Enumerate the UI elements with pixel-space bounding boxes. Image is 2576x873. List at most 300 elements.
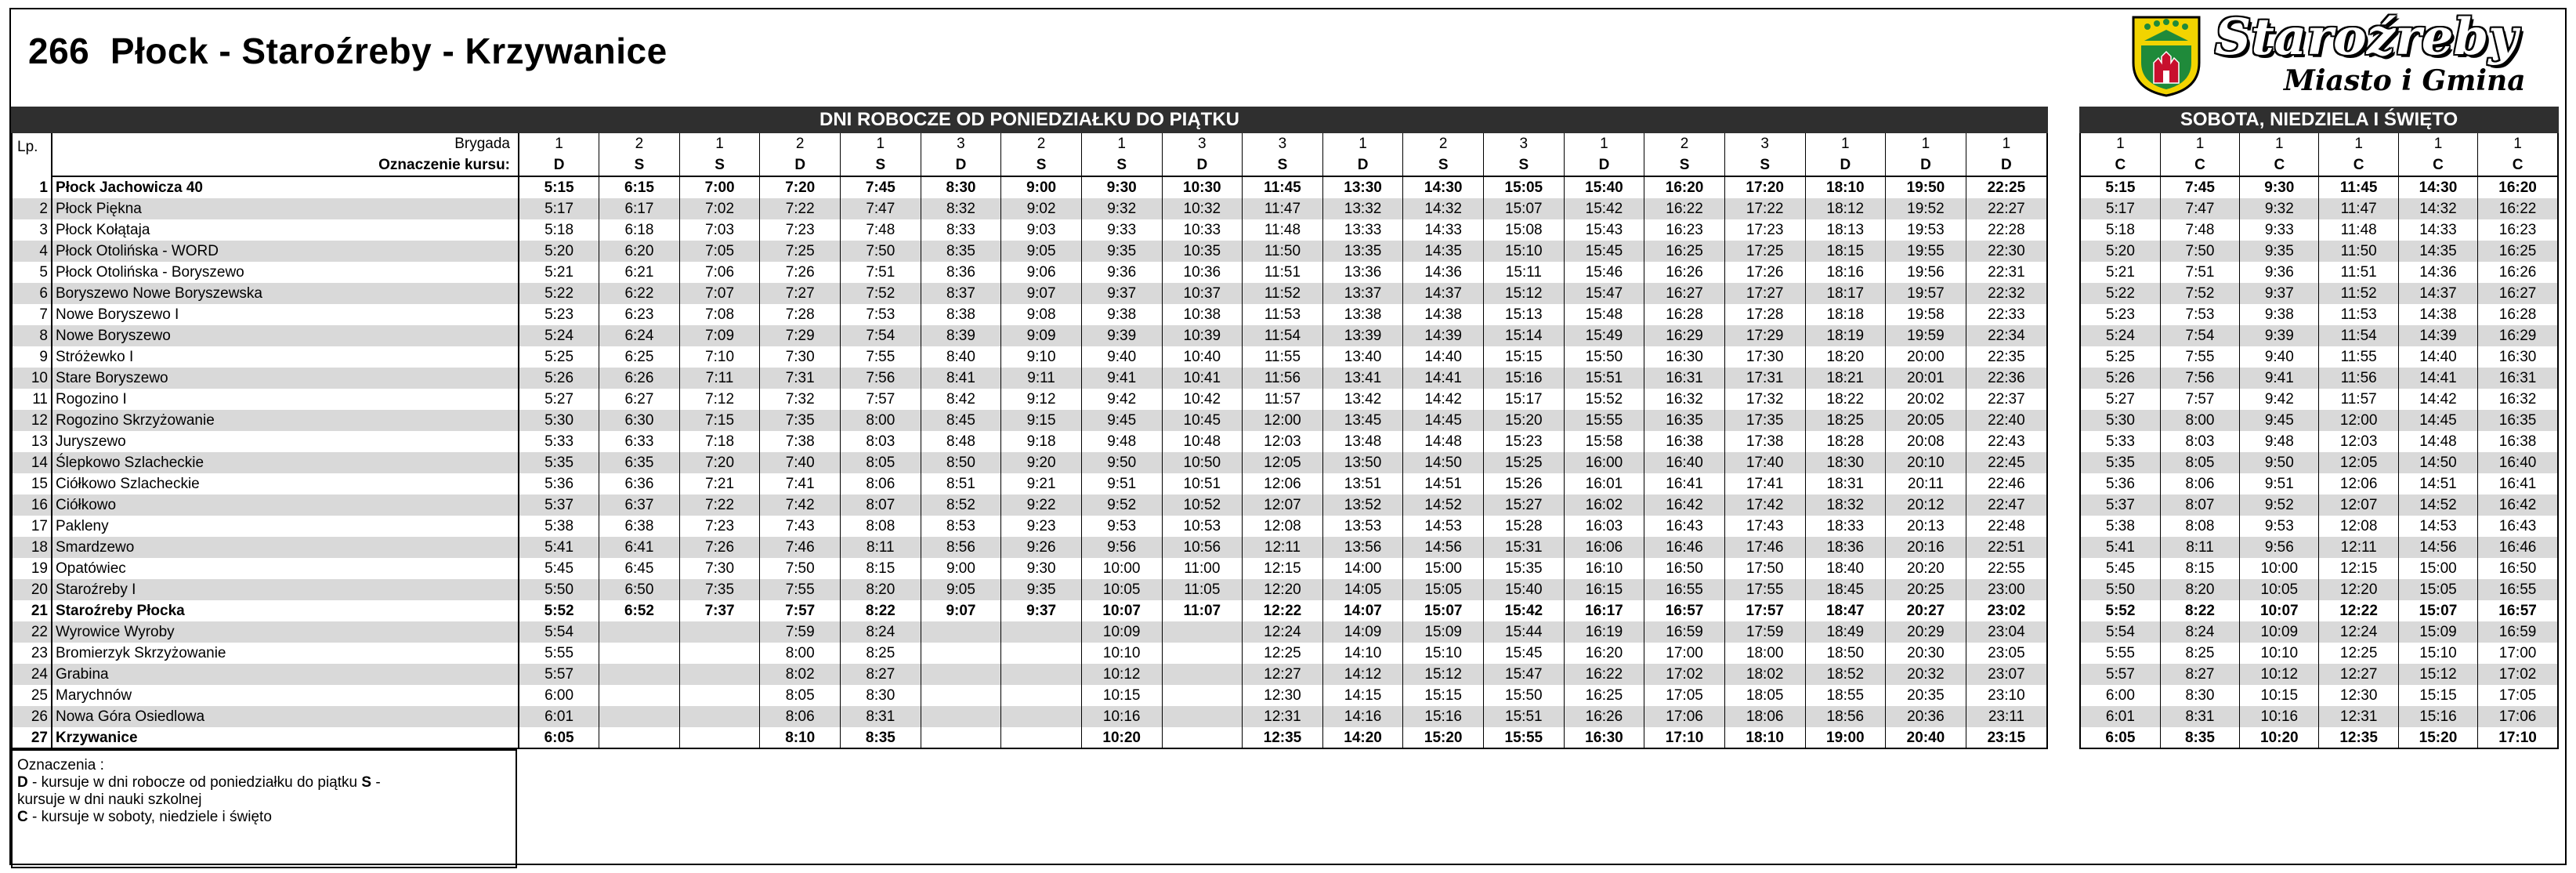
departure-time: 17:29 <box>1724 325 1805 346</box>
departure-time: 9:53 <box>1081 516 1162 537</box>
stop-name: Juryszewo <box>52 431 519 452</box>
departure-time: 23:04 <box>1966 621 2046 643</box>
departure-time: 8:52 <box>921 494 1001 516</box>
departure-time: 5:22 <box>519 283 599 304</box>
departure-time: 15:50 <box>1564 346 1644 368</box>
departure-time: 17:59 <box>1724 621 1805 643</box>
departure-time: 15:28 <box>1484 516 1565 537</box>
departure-time: 7:35 <box>760 410 841 431</box>
weekend-departure-time: 17:06 <box>2478 706 2557 727</box>
departure-time <box>1162 685 1243 706</box>
stop-number: 3 <box>39 222 48 238</box>
departure-time: 7:25 <box>760 241 841 262</box>
departure-time: 12:35 <box>1243 727 1323 748</box>
departure-time: 9:23 <box>1001 516 1082 537</box>
departure-time: 18:00 <box>1724 643 1805 664</box>
weekend-brigade-cell: 1 <box>2398 133 2477 154</box>
header-row-course <box>13 154 2046 176</box>
departure-time: 7:30 <box>760 346 841 368</box>
weekend-brigade-cell: 1 <box>2478 133 2557 154</box>
departure-time: 15:45 <box>1484 643 1565 664</box>
departure-time: 9:41 <box>1081 368 1162 389</box>
departure-time <box>1001 664 1082 685</box>
weekend-course-code-cell: C <box>2160 154 2239 176</box>
stop-name: Krzywanice <box>52 727 519 748</box>
departure-time: 6:37 <box>599 494 680 516</box>
stop-row <box>13 368 2046 389</box>
departure-time: 18:32 <box>1805 494 1886 516</box>
weekend-departure-time: 11:54 <box>2319 325 2398 346</box>
stop-row <box>13 473 2046 494</box>
weekend-brigade-cell: 1 <box>2160 133 2239 154</box>
departure-time <box>1001 621 1082 643</box>
departure-time: 8:07 <box>841 494 921 516</box>
weekend-departure-time: 17:00 <box>2478 643 2557 664</box>
departure-time: 8:05 <box>760 685 841 706</box>
departure-time: 9:42 <box>1081 389 1162 410</box>
departure-time: 10:40 <box>1162 346 1243 368</box>
weekend-departure-time: 11:53 <box>2319 304 2398 325</box>
departure-time: 8:50 <box>921 452 1001 473</box>
departure-time: 22:47 <box>1966 494 2046 516</box>
departure-time: 10:05 <box>1081 579 1162 600</box>
departure-time: 17:28 <box>1724 304 1805 325</box>
departure-time: 14:00 <box>1322 558 1403 579</box>
departure-time <box>921 706 1001 727</box>
departure-time: 5:38 <box>519 516 599 537</box>
stop-number: 4 <box>13 241 52 262</box>
legend-line-3 <box>17 809 511 826</box>
stop-row <box>13 558 2046 579</box>
departure-time: 17:02 <box>1644 664 1725 685</box>
departure-time: 7:29 <box>760 325 841 346</box>
departure-time: 7:23 <box>760 219 841 241</box>
legend-line-1 <box>17 774 511 791</box>
stop-row <box>13 176 2046 198</box>
weekend-departure-time: 7:51 <box>2160 262 2239 283</box>
departure-time: 9:22 <box>1001 494 1082 516</box>
brigade-cell: 1 <box>841 133 921 154</box>
stop-row <box>13 452 2046 473</box>
departure-time: 7:42 <box>760 494 841 516</box>
departure-time: 14:50 <box>1403 452 1484 473</box>
weekend-stop-row <box>2081 346 2557 368</box>
departure-time: 15:16 <box>1484 368 1565 389</box>
weekend-departure-time: 11:57 <box>2319 389 2398 410</box>
departure-time: 7:22 <box>760 198 841 219</box>
stop-number: 25 <box>31 687 48 704</box>
stop-name: Płock Otolińska - WORD <box>52 241 519 262</box>
departure-time: 7:20 <box>760 176 841 198</box>
departure-time: 14:36 <box>1403 262 1484 283</box>
weekend-departure-time: 12:07 <box>2319 494 2398 516</box>
departure-time: 20:27 <box>1886 600 1966 621</box>
departure-time: 15:07 <box>1484 198 1565 219</box>
weekend-departure-time: 7:56 <box>2160 368 2239 389</box>
weekend-departure-time: 12:25 <box>2319 643 2398 664</box>
weekend-departure-time: 16:57 <box>2478 600 2557 621</box>
departure-time: 9:11 <box>1001 368 1082 389</box>
departure-time: 16:35 <box>1644 410 1725 431</box>
departure-time: 16:40 <box>1644 452 1725 473</box>
stop-row <box>13 516 2046 537</box>
departure-time: 16:28 <box>1644 304 1725 325</box>
departure-time: 7:05 <box>679 241 760 262</box>
course-code-cell: D <box>1886 154 1966 176</box>
departure-time: 15:14 <box>1484 325 1565 346</box>
departure-time: 13:39 <box>1322 325 1403 346</box>
departure-time: 8:38 <box>921 304 1001 325</box>
stop-number: 8 <box>13 325 52 346</box>
weekend-departure-time: 5:38 <box>2105 518 2135 534</box>
weekend-departure-time: 16:40 <box>2478 452 2557 473</box>
weekend-departure-time: 14:35 <box>2398 241 2477 262</box>
stop-name: Rogozino I <box>52 389 519 410</box>
departure-time: 18:10 <box>1805 176 1886 198</box>
departure-time: 8:30 <box>921 176 1001 198</box>
departure-time: 10:37 <box>1162 283 1243 304</box>
departure-time: 20:01 <box>1886 368 1966 389</box>
departure-time: 7:50 <box>841 241 921 262</box>
weekend-departure-time: 14:48 <box>2398 431 2477 452</box>
departure-time: 16:50 <box>1644 558 1725 579</box>
departure-time: 18:05 <box>1724 685 1805 706</box>
departure-time: 16:31 <box>1644 368 1725 389</box>
departure-time: 7:26 <box>760 262 841 283</box>
departure-time: 7:07 <box>679 283 760 304</box>
weekend-departure-time: 8:24 <box>2160 621 2239 643</box>
weekend-departure-time: 15:20 <box>2398 727 2477 748</box>
departure-time: 11:50 <box>1243 241 1323 262</box>
departure-time: 14:35 <box>1403 241 1484 262</box>
departure-time: 9:15 <box>1001 410 1082 431</box>
departure-time: 10:15 <box>1081 685 1162 706</box>
weekend-departure-time: 7:55 <box>2160 346 2239 368</box>
weekend-departure-time: 5:37 <box>2081 494 2160 516</box>
departure-time: 5:23 <box>519 304 599 325</box>
course-code-cell: D <box>921 154 1001 176</box>
stop-name: Płock Otolińska - Boryszewo <box>52 262 519 283</box>
weekend-departure-time: 7:50 <box>2160 241 2239 262</box>
departure-time: 16:41 <box>1644 473 1725 494</box>
departure-time: 9:32 <box>1081 198 1162 219</box>
departure-time: 10:50 <box>1162 452 1243 473</box>
weekend-departure-time: 8:22 <box>2160 600 2239 621</box>
departure-time: 17:55 <box>1724 579 1805 600</box>
departure-time: 14:07 <box>1322 600 1403 621</box>
departure-time: 5:20 <box>519 241 599 262</box>
departure-time: 8:53 <box>921 516 1001 537</box>
departure-time: 18:36 <box>1805 537 1886 558</box>
weekend-departure-time: 16:22 <box>2478 198 2557 219</box>
departure-time: 23:05 <box>1966 643 2046 664</box>
departure-time: 20:16 <box>1886 537 1966 558</box>
departure-time: 15:55 <box>1564 410 1644 431</box>
departure-time: 18:19 <box>1805 325 1886 346</box>
weekend-departure-time: 8:25 <box>2160 643 2239 664</box>
weekend-departure-time: 7:45 <box>2160 176 2239 198</box>
departure-time: 13:42 <box>1322 389 1403 410</box>
departure-time: 8:37 <box>921 283 1001 304</box>
departure-time: 9:06 <box>1001 262 1082 283</box>
weekend-departure-time: 5:55 <box>2105 645 2135 661</box>
departure-time: 6:21 <box>599 262 680 283</box>
weekend-stop-row <box>2081 579 2557 600</box>
weekend-departure-time: 16:38 <box>2478 431 2557 452</box>
departure-time: 14:15 <box>1322 685 1403 706</box>
weekend-stop-row <box>2081 643 2557 664</box>
weekend-departure-time: 14:45 <box>2398 410 2477 431</box>
weekend-brigade-cell: 1 <box>2116 136 2125 152</box>
departure-time <box>599 685 680 706</box>
course-code-cell: D <box>1162 154 1243 176</box>
weekend-departure-time: 12:15 <box>2319 558 2398 579</box>
weekday-timetable <box>13 133 2046 748</box>
departure-time: 14:53 <box>1403 516 1484 537</box>
departure-time: 11:53 <box>1243 304 1323 325</box>
departure-time: 22:48 <box>1966 516 2046 537</box>
departure-time: 16:30 <box>1564 727 1644 748</box>
departure-time: 10:51 <box>1162 473 1243 494</box>
departure-time: 8:00 <box>841 410 921 431</box>
departure-time: 16:03 <box>1564 516 1644 537</box>
weekend-departure-time: 14:30 <box>2398 176 2477 198</box>
stop-number: 7 <box>39 306 48 323</box>
departure-time: 9:45 <box>1081 410 1162 431</box>
departure-time: 10:39 <box>1162 325 1243 346</box>
departure-time: 15:15 <box>1403 685 1484 706</box>
stop-row <box>13 389 2046 410</box>
departure-time: 6:01 <box>519 706 599 727</box>
departure-time: 17:35 <box>1724 410 1805 431</box>
weekend-stop-row <box>2081 664 2557 685</box>
departure-time: 9:07 <box>921 600 1001 621</box>
course-code-cell: S <box>1001 154 1082 176</box>
weekend-departure-time: 12:20 <box>2319 579 2398 600</box>
weekend-departure-time: 17:10 <box>2478 727 2557 748</box>
stop-name: Ciółkowo Szlacheckie <box>52 473 519 494</box>
weekend-departure-time: 12:30 <box>2319 685 2398 706</box>
departure-time: 14:32 <box>1403 198 1484 219</box>
weekend-departure-time: 5:15 <box>2105 179 2136 196</box>
stop-row <box>13 219 2046 241</box>
departure-time: 8:27 <box>841 664 921 685</box>
weekend-departure-time: 8:06 <box>2160 473 2239 494</box>
departure-time: 5:41 <box>519 537 599 558</box>
departure-time: 18:18 <box>1805 304 1886 325</box>
departure-time: 16:29 <box>1644 325 1725 346</box>
departure-time: 7:48 <box>841 219 921 241</box>
section-header-weekend: SOBOTA, NIEDZIELA I ŚWIĘTO <box>2079 107 2559 133</box>
departure-time: 12:00 <box>1243 410 1323 431</box>
weekend-stop-row <box>2081 600 2557 621</box>
stop-name: Marychnów <box>52 685 519 706</box>
departure-time: 6:18 <box>599 219 680 241</box>
weekend-departure-time: 9:56 <box>2240 537 2319 558</box>
departure-time: 7:35 <box>679 579 760 600</box>
departure-time: 15:58 <box>1564 431 1644 452</box>
weekend-departure-time: 5:50 <box>2081 579 2160 600</box>
stop-name: Rogozino Skrzyżowanie <box>52 410 519 431</box>
departure-time: 18:20 <box>1805 346 1886 368</box>
weekend-stop-row <box>2081 516 2557 537</box>
departure-time: 8:33 <box>921 219 1001 241</box>
departure-time: 6:05 <box>519 727 599 748</box>
weekend-departure-time: 5:24 <box>2081 325 2160 346</box>
departure-time: 22:40 <box>1966 410 2046 431</box>
departure-time: 15:31 <box>1484 537 1565 558</box>
departure-time: 17:30 <box>1724 346 1805 368</box>
departure-time: 16:46 <box>1644 537 1725 558</box>
departure-time: 19:59 <box>1886 325 1966 346</box>
departure-time <box>599 621 680 643</box>
weekend-brigade-cell: 1 <box>2319 133 2398 154</box>
departure-time: 8:35 <box>841 727 921 748</box>
departure-time: 22:46 <box>1966 473 2046 494</box>
departure-time: 18:17 <box>1805 283 1886 304</box>
departure-time: 16:19 <box>1564 621 1644 643</box>
departure-time: 20:36 <box>1886 706 1966 727</box>
departure-time: 13:48 <box>1322 431 1403 452</box>
stop-row <box>13 241 2046 262</box>
departure-time: 17:38 <box>1724 431 1805 452</box>
departure-time: 13:56 <box>1322 537 1403 558</box>
weekend-departure-time: 9:38 <box>2240 304 2319 325</box>
departure-time: 22:28 <box>1966 219 2046 241</box>
departure-time: 7:30 <box>679 558 760 579</box>
stop-name: Staroźreby Płocka <box>52 600 519 621</box>
stop-number: 12 <box>13 410 52 431</box>
stop-number: 5 <box>39 264 48 281</box>
departure-time: 20:30 <box>1886 643 1966 664</box>
weekend-stop-row <box>2081 537 2557 558</box>
departure-time: 7:26 <box>679 537 760 558</box>
departure-time: 20:05 <box>1886 410 1966 431</box>
weekend-departure-time: 9:50 <box>2240 452 2319 473</box>
departure-time: 8:00 <box>760 643 841 664</box>
stop-row <box>13 643 2046 664</box>
weekend-departure-time: 5:52 <box>2105 603 2136 619</box>
departure-time: 7:43 <box>760 516 841 537</box>
weekend-departure-time: 5:45 <box>2105 560 2135 577</box>
departure-time: 17:40 <box>1724 452 1805 473</box>
departure-time: 13:51 <box>1322 473 1403 494</box>
stop-row <box>13 685 2046 706</box>
weekend-departure-time: 9:39 <box>2240 325 2319 346</box>
weekend-stop-row <box>2081 621 2557 643</box>
stop-row <box>13 410 2046 431</box>
legend-tail: - <box>371 774 381 791</box>
departure-time: 18:28 <box>1805 431 1886 452</box>
weekend-departure-time: 10:10 <box>2240 643 2319 664</box>
weekend-departure-time: 9:41 <box>2240 368 2319 389</box>
weekend-departure-time: 16:41 <box>2478 473 2557 494</box>
departure-time: 6:00 <box>519 685 599 706</box>
departure-time: 5:37 <box>519 494 599 516</box>
departure-time: 9:05 <box>921 579 1001 600</box>
weekend-departure-time: 9:33 <box>2240 219 2319 241</box>
stop-number: 23 <box>31 645 48 661</box>
departure-time: 8:31 <box>841 706 921 727</box>
departure-time: 7:46 <box>760 537 841 558</box>
weekend-departure-time: 5:57 <box>2081 664 2160 685</box>
departure-time: 5:33 <box>519 431 599 452</box>
brigade-label: Brygada <box>52 133 519 154</box>
departure-time: 12:15 <box>1243 558 1323 579</box>
departure-time: 8:45 <box>921 410 1001 431</box>
departure-time: 7:20 <box>679 452 760 473</box>
weekend-stop-row <box>2081 198 2557 219</box>
stop-number: 15 <box>31 476 48 492</box>
legend-code-s: S <box>361 774 372 791</box>
departure-time: 14:52 <box>1403 494 1484 516</box>
departure-time: 7:51 <box>841 262 921 283</box>
departure-time: 8:41 <box>921 368 1001 389</box>
departure-time <box>921 643 1001 664</box>
departure-time: 17:23 <box>1724 219 1805 241</box>
departure-time: 11:56 <box>1243 368 1323 389</box>
stop-name: Boryszewo Nowe Boryszewska <box>52 283 519 304</box>
weekend-departure-time: 6:00 <box>2105 687 2135 704</box>
departure-time: 5:36 <box>519 473 599 494</box>
weekend-course-code-cell: C <box>2398 154 2477 176</box>
legend-text-c: - kursuje w soboty, niedziele i święto <box>27 809 272 825</box>
departure-time: 16:27 <box>1644 283 1725 304</box>
weekend-timetable <box>2081 133 2557 748</box>
departure-time: 17:27 <box>1724 283 1805 304</box>
brigade-cell: 2 <box>760 133 841 154</box>
departure-time <box>679 621 760 643</box>
stop-name: Nowe Boryszewo <box>52 325 519 346</box>
departure-time: 5:26 <box>519 368 599 389</box>
departure-time: 15:47 <box>1484 664 1565 685</box>
departure-time: 16:22 <box>1644 198 1725 219</box>
departure-time: 9:33 <box>1081 219 1162 241</box>
departure-time: 22:51 <box>1966 537 2046 558</box>
stop-number: 10 <box>13 368 52 389</box>
departure-time: 19:52 <box>1886 198 1966 219</box>
departure-time: 5:35 <box>519 452 599 473</box>
departure-time: 12:22 <box>1243 600 1323 621</box>
legend-box <box>11 749 517 868</box>
weekend-departure-time: 17:02 <box>2478 664 2557 685</box>
weekend-course-code-cell: C <box>2319 154 2398 176</box>
stop-row <box>13 579 2046 600</box>
departure-time: 12:08 <box>1243 516 1323 537</box>
brigade-cell: 1 <box>1564 133 1644 154</box>
departure-time: 17:57 <box>1724 600 1805 621</box>
brigade-cell: 1 <box>1805 133 1886 154</box>
departure-time: 16:06 <box>1564 537 1644 558</box>
departure-time: 7:02 <box>679 198 760 219</box>
departure-time: 17:06 <box>1644 706 1725 727</box>
legend-line-2: kursuje w dni nauki szkolnej <box>17 791 202 808</box>
departure-time: 14:33 <box>1403 219 1484 241</box>
weekend-departure-time: 15:16 <box>2398 706 2477 727</box>
departure-time <box>1001 685 1082 706</box>
departure-time <box>1162 664 1243 685</box>
departure-time: 12:11 <box>1243 537 1323 558</box>
departure-time: 15:46 <box>1564 262 1644 283</box>
departure-time: 14:16 <box>1322 706 1403 727</box>
header-row-brigade <box>13 133 2046 154</box>
departure-time: 22:33 <box>1966 304 2046 325</box>
weekend-departure-time: 12:06 <box>2319 473 2398 494</box>
departure-time: 13:38 <box>1322 304 1403 325</box>
weekend-departure-time: 7:52 <box>2160 283 2239 304</box>
stop-number: 13 <box>31 433 48 450</box>
weekend-departure-time: 11:52 <box>2319 283 2398 304</box>
